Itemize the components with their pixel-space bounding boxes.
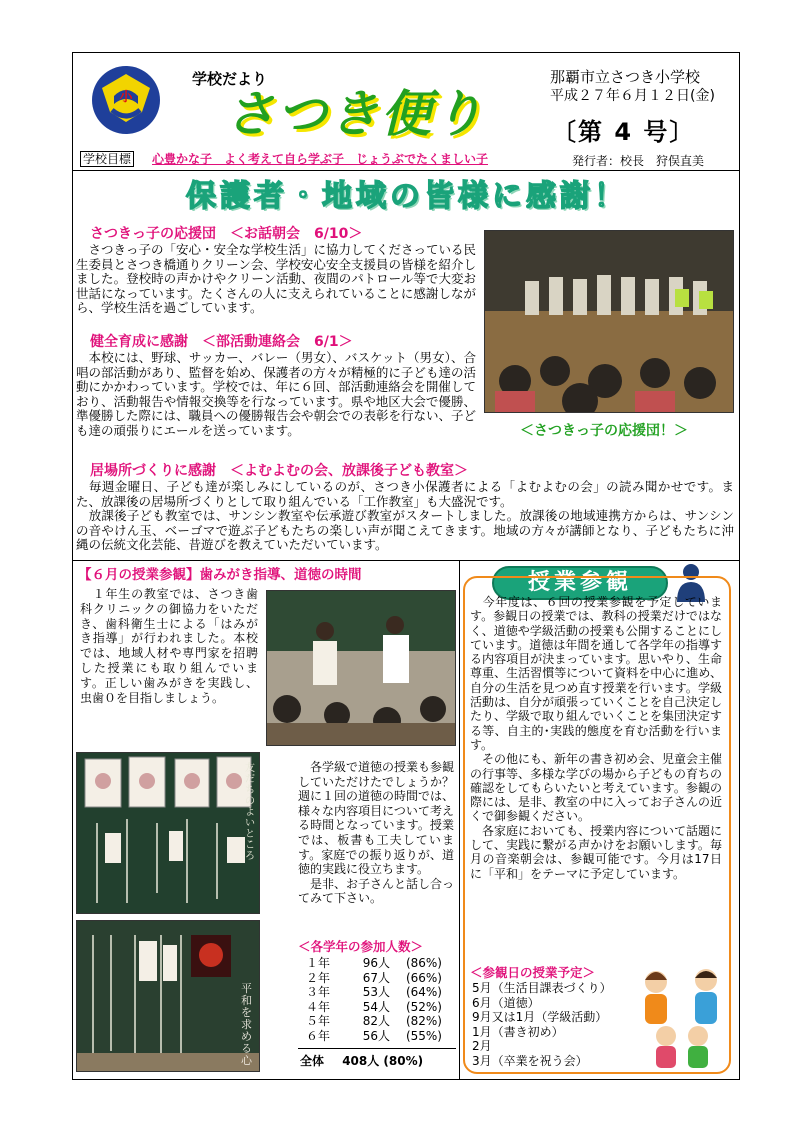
participation-row	[306, 1014, 456, 1029]
participation-grade: ６年	[306, 1028, 331, 1043]
participation-count: 56人	[362, 1028, 390, 1043]
schedule-title: ＜参観日の授業予定＞	[470, 965, 596, 980]
schedule-item: 3月（卒業を祝う会）	[472, 1053, 588, 1068]
logo-letter: 小	[119, 90, 133, 105]
section3-body: 毎週金曜日、子ども達が楽しみにしているのが、さつき小保護者による「よむよむの会」の読み聞かせです。また、放課後の居場所づくりとして取り組んでいる「工作教室」も大盛況です。 放課後子ども教室では、サンシン教室や伝承遊び教室がスタートしました。放課後の地域連携方からは、サンシンの音やけん玉、ベーゴマで遊ぶ子どもたちの楽しい声が聞こえてきます。地域の方々が講師となり、子どもたちに沖縄の伝統文化芸能、昔遊びを教えていただいています。	[76, 479, 734, 552]
section2-body: 本校には、野球、サッカー、バレー（男女）、バスケット（男女）、合唱の部活動があり、監督を始め、保護者の方々が精極的に子ども達の活動にかかわっています。学校では、年に６回、部活動連絡会を開催しており、活動報告や情報交換等を行なっています。県や地区大会で優勝、準優勝した際には、職員への優勝報告会や朝会での表彰を行ない、子ども達の頑張りにエールを送っています。	[76, 350, 477, 438]
schedule-item: 1月（書き初め）	[472, 1024, 564, 1039]
newsletter-label: 学校だより	[192, 70, 268, 88]
school-logo	[90, 64, 162, 136]
issue-date: 平成２７年６月１２日(金)	[550, 88, 715, 104]
cheering-squad-photo	[484, 230, 734, 413]
section4-heading: 【６月の授業参観】歯みがき指導、道徳の時間	[78, 567, 362, 583]
participation-total	[300, 1052, 423, 1069]
participation-row	[306, 985, 456, 1000]
section3-heading: 居場所づくりに感謝 ＜よむよむの会、放課後子ども教室＞	[90, 463, 468, 479]
toothbrushing-lesson-photo	[266, 590, 456, 746]
participation-grade: ５年	[306, 1014, 331, 1028]
schedule-item: 2月	[472, 1039, 492, 1054]
schedule-list	[472, 981, 642, 1069]
participation-total-rule	[298, 1048, 456, 1049]
participation-total-value: 408人 (80%)	[342, 1054, 424, 1068]
column-divider	[459, 561, 460, 1079]
participation-rate: (64%)	[405, 985, 442, 999]
participation-title: ＜各学年の参加人数＞	[298, 939, 424, 954]
school-goal: 心豊かな子 よく考えて自ら学ぶ子 じょうぶでたくましい子	[152, 152, 489, 166]
section5-body: 今年度は、６回の授業参観を予定しています。参観日の授業では、教科の授業だけではなく、道徳や学級活動の授業も公開することにしています。道徳は年間を通して各学年の指導する内容項目が決まっています。思いやり、生命尊重、生活習慣等について資料を中心に進め、自分の生活を見つめ直す授業を行います。学級活動は、自分が頑張っていくことを自己決定したり、学級で取り組んでいくことを集団決定する等、自主的･実践的態度を育む活動を行います。 その他にも、新年の書き初め会、児童会主催の行事等、多様な学びの場から子どもの育ちの確認をしてもらいたいと考えています。参観の際には、是非、教室の中に入ってお子さんの近くで御参観ください。 各家庭においても、授業内容について話題にして、実践に繋がる声かけをお願いします。毎月の音楽朝会は、参観可能です。今月は17日に「平和」をテーマに予定しています。	[470, 595, 723, 881]
participation-total-label: 全体	[300, 1054, 325, 1068]
participation-grade: ４年	[306, 999, 331, 1014]
participation-count: 54人	[362, 999, 390, 1014]
school-name: 那覇市立さつき小学校	[550, 68, 701, 86]
participation-table	[306, 956, 456, 1043]
participation-count: 82人	[362, 1014, 390, 1028]
participation-count: 67人	[362, 970, 390, 985]
section1-photo-caption: ＜さつきっ子の応援団！＞	[520, 423, 688, 439]
section3-divider	[72, 560, 740, 561]
blackboard-photo-1	[76, 752, 260, 914]
schedule-item: 9月又は1月（学級活動）	[472, 1010, 608, 1025]
schedule-item: 5月（生活目課表づくり）	[472, 981, 612, 995]
section1-heading: さつきっ子の応援団 ＜お話朝会 6/10＞	[90, 226, 363, 242]
participation-rate: (55%)	[405, 1028, 442, 1043]
goal-label: 学校目標	[80, 151, 134, 167]
participation-row	[306, 1000, 456, 1015]
schedule-item: 6月（道徳）	[472, 995, 540, 1010]
participation-grade: ２年	[306, 970, 331, 985]
moral-lesson-text: 各学級で道徳の授業も参観していただけたでしょうか？週に１回の道徳の時間では、様々な内容項目について考える時間となっています。授業では、板書も工夫しています。家庭での振り返りが、道徳的実践に役立ちます。 是非、お子さんと話し合ってみて下さい。	[298, 760, 455, 906]
banner-title: 保護者・地域の皆様に感謝！	[186, 179, 628, 214]
participation-row	[306, 971, 456, 986]
participation-grade: １年	[306, 956, 331, 970]
participation-rate: (86%)	[405, 956, 442, 970]
family-illustration	[636, 960, 728, 1070]
participation-count: 96人	[362, 956, 390, 970]
participation-row	[306, 1029, 456, 1044]
section1-body: さつきっ子の「安心・安全な学校生活」に協力してくださっている民生委員とさつき橋通りクリーン会、学校安心安全支援員の皆様を紹介しました。登校時の声かけやクリーン活動、夜間のパトロール等で大変お世話になっています。たくさんの人に支えられていることに感謝しながら、学校生活を過ごしています。	[76, 242, 477, 315]
publisher: 発行者：校長 狩俣直美	[572, 154, 705, 168]
newsletter-title: さつき便り	[225, 85, 485, 143]
issue-number: 〔第 4 号〕	[552, 118, 696, 146]
participation-grade: ３年	[306, 985, 331, 999]
header-divider	[72, 170, 740, 171]
participation-rate: (52%)	[405, 999, 442, 1014]
participation-rate: (82%)	[405, 1014, 442, 1028]
blackboard2-heading: 平和を求める心	[241, 982, 252, 1067]
blackboard1-heading: 友だちのよいところ	[245, 763, 255, 862]
section2-heading: 健全育成に感謝 ＜部活動連絡会 6/1＞	[90, 334, 353, 350]
participation-count: 53人	[362, 985, 390, 999]
participation-row	[306, 956, 456, 971]
observation-heading: 授業参観	[527, 570, 632, 595]
blackboard-photo-2	[76, 920, 260, 1072]
section4-body: １年生の教室では、さつき歯科クリニックの御協力をいただき、歯科衛生士による「はみがき指導」が行われました。本校では、地域人材や専門家を招聘した授業にも取り組んでいます。正しい歯みがきを実践し、虫歯０を目指しましょう。	[80, 587, 258, 705]
participation-rate: (66%)	[405, 970, 442, 985]
